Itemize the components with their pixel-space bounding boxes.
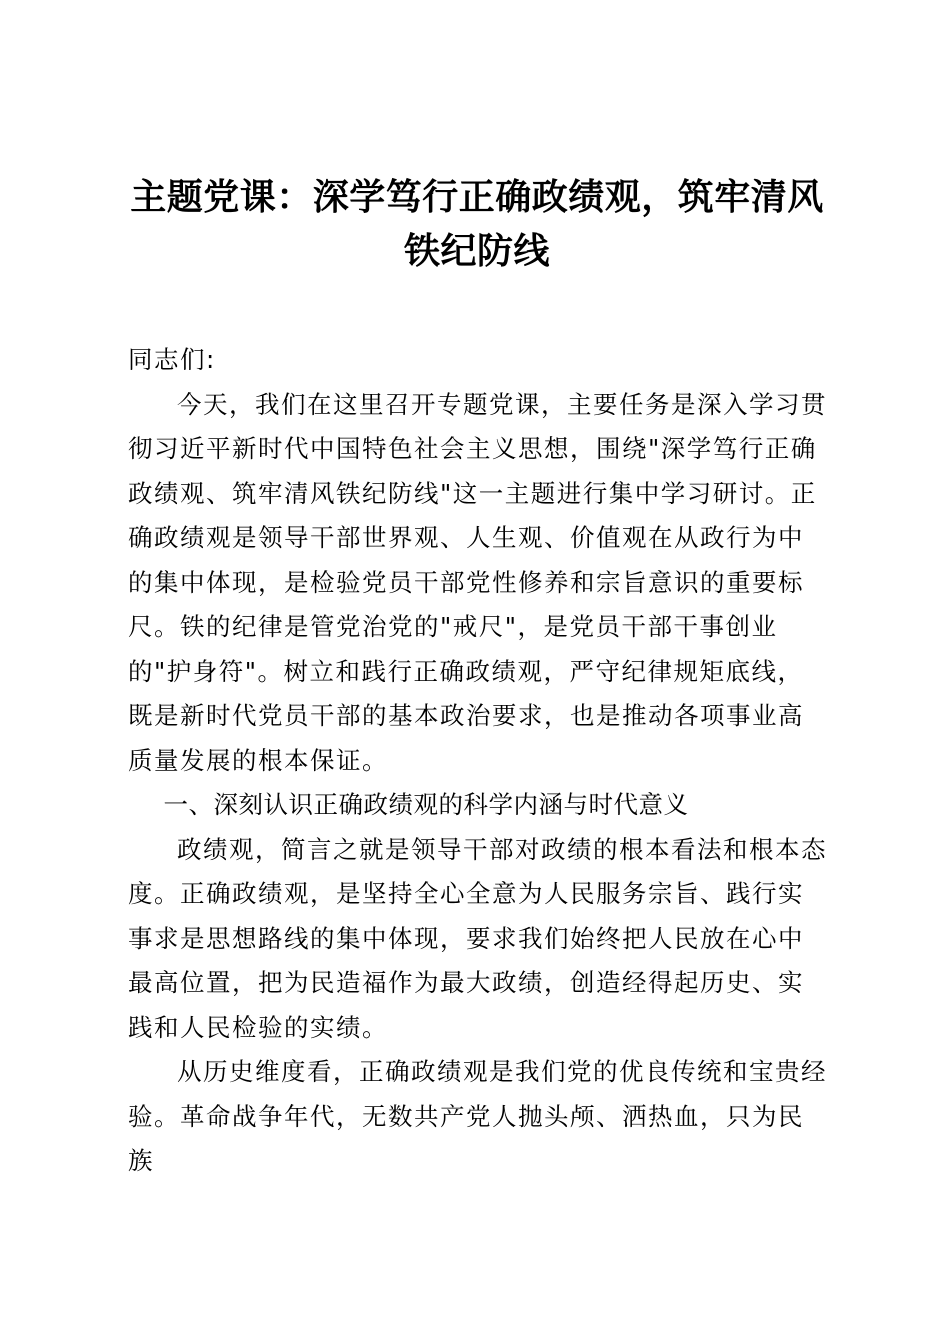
body-paragraph: 从历史维度看，正确政绩观是我们党的优良传统和宝贵经验。革命战争年代，无数共产党人抛头颅、洒热血，只为民族: [128, 1057, 827, 1175]
section-heading: 一、深刻认识正确政绩观的科学内涵与时代意义: [163, 790, 689, 819]
salutation: 同志们:: [128, 345, 216, 374]
intro-paragraph: 今天，我们在这里召开专题党课，主要任务是深入学习贯彻习近平新时代中国特色社会主义思想，围绕"深学笃行正确政绩观、筑牢清风铁纪防线"这一主题进行集中学习研讨。正确政绩观是领导干部世界观、人生观、价值观在从政行为中的集中体现，是检验党员干部党性修养和宗旨意识的重要标尺。铁的纪律是管党治党的"戒尺"，是党员干部干事创业的"护身符"。树立和践行正确政绩观，严守纪律规矩底线，既是新时代党员干部的基本政治要求，也是推动各项事业高质量发展的根本保证。: [128, 389, 827, 775]
document-title: 主题党课：深学笃行正确政绩观，筑牢清风铁纪防线: [130, 176, 824, 272]
document-body: [128, 338, 828, 1184]
body-paragraph: 政绩观，简言之就是领导干部对政绩的根本看法和根本态度。正确政绩观，是坚持全心全意为人民服务宗旨、践行实事求是思想路线的集中体现，要求我们始终把人民放在心中最高位置，把为民造福作为最大政绩，创造经得起历史、实践和人民检验的实绩。: [128, 834, 827, 1042]
